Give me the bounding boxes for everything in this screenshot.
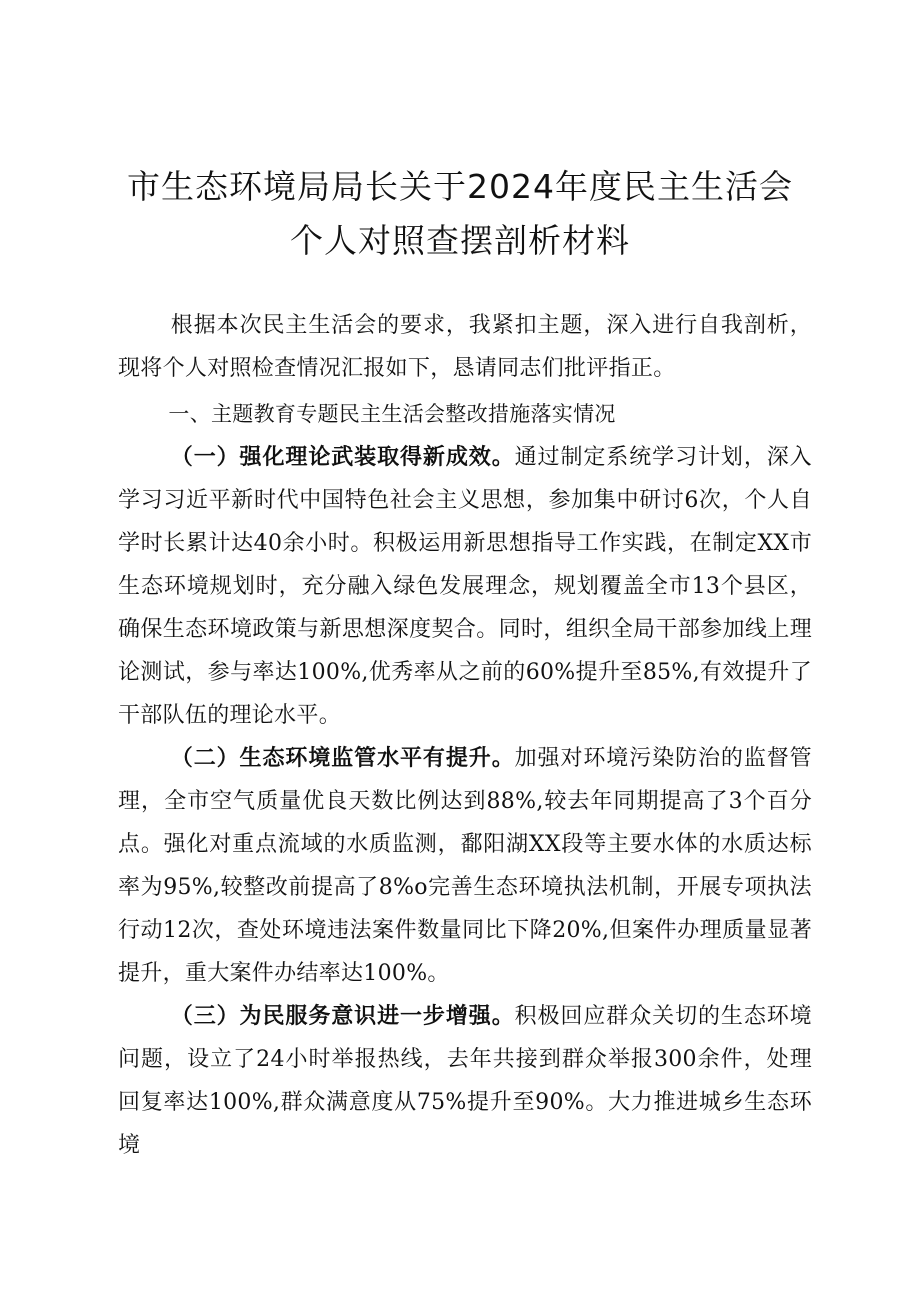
intro-text: 根据本次民主生活会的要求，我紧扣主题，深入进行自我剖析，现将个人对照检查情况汇报如下，恳请同志们批评指正。 — [118, 313, 812, 381]
paragraph-item-1 — [118, 436, 812, 737]
document-title-line2: 个人对照查摆剖析材料 — [290, 221, 630, 260]
section-heading — [118, 393, 812, 436]
item-3-text: 积极回应群众关切的生态环境问题，设立了24小时举报热线，去年共接到群众举报300余件，处理回复率达100%,群众满意度从75%提升至90%。大力推进城乡生态环境 — [118, 1004, 812, 1158]
paragraph-item-2 — [118, 737, 812, 995]
intro-paragraph — [118, 304, 812, 390]
item-3-lead: （三）为民服务意识进一步增强。 — [170, 1004, 515, 1029]
item-2-text: 加强对环境污染防治的监督管理，全市空气质量优良天数比例达到88%,较去年同期提高了3个百分点。强化对重点流域的水质监测，鄱阳湖XX段等主要水体的水质达标率为95%,较整改前提高了8%o完善生态环境执法机制，开展专项执法行动12次，查处环境违法案件数量同比下降20%,但案件办理质量显著提升，重大案件办结率达100%。 — [118, 746, 812, 986]
document-title-line1: 市生态环境局局长关于2024年度民主生活会 — [127, 167, 793, 206]
item-1-text: 通过制定系统学习计划，深入学习习近平新时代中国特色社会主义思想，参加集中研讨6次，个人自学时长累计达40余小时。积极运用新思想指导工作实践，在制定XX市生态环境规划时，充分融入绿色发展理念，规划覆盖全市13个县区，确保生态环境政策与新思想深度契合。同时，组织全局干部参加线上理论测试，参与率达100%,优秀率从之前的60%提升至85%,有效提升了干部队伍的理论水平。 — [118, 445, 812, 728]
item-1-lead: （一）强化理论武装取得新成效。 — [170, 445, 515, 470]
paragraph-item-3 — [118, 995, 812, 1167]
section1-heading-text: 一、主题教育专题民主生活会整改措施落实情况 — [168, 402, 616, 426]
item-2-lead: （二）生态环境监管水平有提升。 — [170, 746, 515, 771]
